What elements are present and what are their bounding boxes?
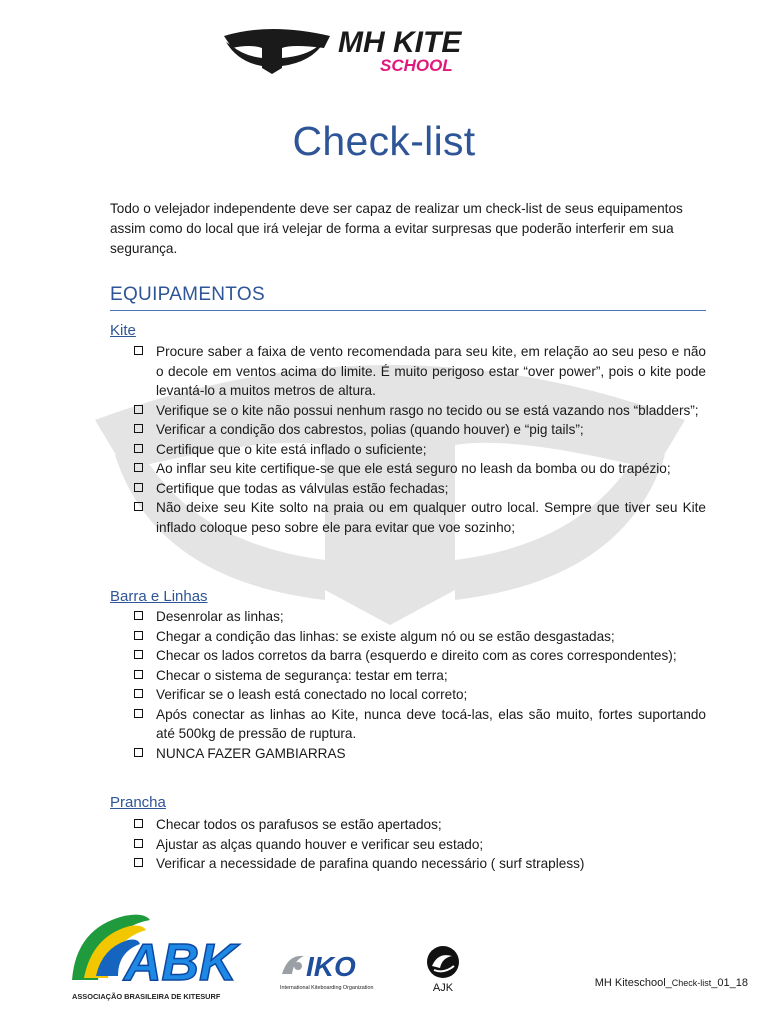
barra-checklist: [131, 607, 706, 763]
checkbox[interactable]: [134, 444, 143, 453]
checkbox[interactable]: [134, 424, 143, 433]
brand-wordmark: MH KITE: [338, 26, 462, 59]
checkbox[interactable]: [134, 405, 143, 414]
document-code: MH Kiteschool_Check-list_01_18: [594, 977, 748, 989]
checklist-item: Verifique se o kite não possui nenhum rasgo no tecido ou se está vazando nos “bladders”;: [131, 401, 706, 421]
checklist-item: Procure saber a faixa de vento recomendada para seu kite, em relação ao seu peso e não o decole em ventos acima do limite. É muito perigoso estar “over power”, pois o kite pode levantá-lo a muitos metros de altura.: [131, 342, 706, 401]
checklist-item: Verificar se o leash está conectado no local correto;: [131, 685, 706, 705]
subheading-barra-e-linhas: Barra e Linhas: [110, 588, 208, 605]
checkbox[interactable]: [134, 709, 143, 718]
checklist-item: Chegar a condição das linhas: se existe algum nó ou se estão desgastadas;: [131, 627, 706, 647]
checkbox[interactable]: [134, 483, 143, 492]
checkbox[interactable]: [134, 819, 143, 828]
checklist-item: Checar o sistema de segurança: testar em terra;: [131, 666, 706, 686]
checkbox[interactable]: [134, 650, 143, 659]
checkbox[interactable]: [134, 670, 143, 679]
ajk-wordmark: AJK: [432, 982, 454, 994]
abk-wordmark: ABK: [124, 934, 237, 992]
iko-caption: International Kiteboarding Organization: [280, 985, 374, 991]
checklist-item: NUNCA FAZER GAMBIARRAS: [131, 744, 706, 764]
subheading-prancha: Prancha: [110, 794, 166, 811]
checkbox[interactable]: [134, 502, 143, 511]
checklist-item: Após conectar as linhas ao Kite, nunca deve tocá-las, elas são muito, fortes suportando até 500kg de pressão de ruptura.: [131, 705, 706, 744]
checkbox[interactable]: [134, 631, 143, 640]
iko-logo: [278, 944, 390, 992]
checklist-item: Checar os lados corretos da barra (esquerdo e direito com as cores correspondentes);: [131, 646, 706, 666]
kite-checklist: [131, 342, 706, 537]
checkbox[interactable]: [134, 346, 143, 355]
prancha-checklist: [131, 815, 706, 874]
checklist-item: Desenrolar as linhas;: [131, 607, 706, 627]
checklist-item: Não deixe seu Kite solto na praia ou em qualquer outro local. Sempre que tiver seu Kite inflado coloque peso sobre ele para evitar que voe sozinho;: [131, 498, 706, 537]
checklist-item: Ajustar as alças quando houver e verificar seu estado;: [131, 835, 706, 855]
checkbox[interactable]: [134, 463, 143, 472]
section-heading-equipamentos: EQUIPAMENTOS: [110, 284, 706, 311]
checklist-item: Checar todos os parafusos se estão apertados;: [131, 815, 706, 835]
checklist-item: Ao inflar seu kite certifique-se que ele está seguro no leash da bomba ou do trapézio;: [131, 459, 706, 479]
page-title: Check-list: [292, 118, 476, 164]
checklist-item: Verificar a necessidade de parafina quando necessário ( surf strapless): [131, 854, 706, 874]
checklist-item: Verificar a condição dos cabrestos, polias (quando houver) e “pig tails”;: [131, 420, 706, 440]
iko-wordmark: IKO: [306, 951, 356, 982]
checkbox[interactable]: [134, 858, 143, 867]
mh-kite-school-logo: [220, 22, 550, 78]
ajk-logo: [420, 944, 466, 994]
checkbox[interactable]: [134, 839, 143, 848]
checklist-item: Certifique que todas as válvulas estão fechadas;: [131, 479, 706, 499]
abk-caption: ASSOCIAÇÃO BRASILEIRA DE KITESURF: [72, 992, 221, 1001]
checklist-item: Certifique que o kite está inflado o suficiente;: [131, 440, 706, 460]
checkbox[interactable]: [134, 689, 143, 698]
checkbox[interactable]: [134, 748, 143, 757]
brand-subtitle: SCHOOL: [380, 56, 453, 75]
subheading-kite: Kite: [110, 322, 136, 339]
checkbox[interactable]: [134, 611, 143, 620]
intro-paragraph: Todo o velejador independente deve ser capaz de realizar um check-list de seus equipamentos assim como do local que irá velejar de forma a evitar surpresas que poderão interferir em sua segurança.: [110, 201, 683, 256]
abk-logo: [66, 910, 251, 1002]
